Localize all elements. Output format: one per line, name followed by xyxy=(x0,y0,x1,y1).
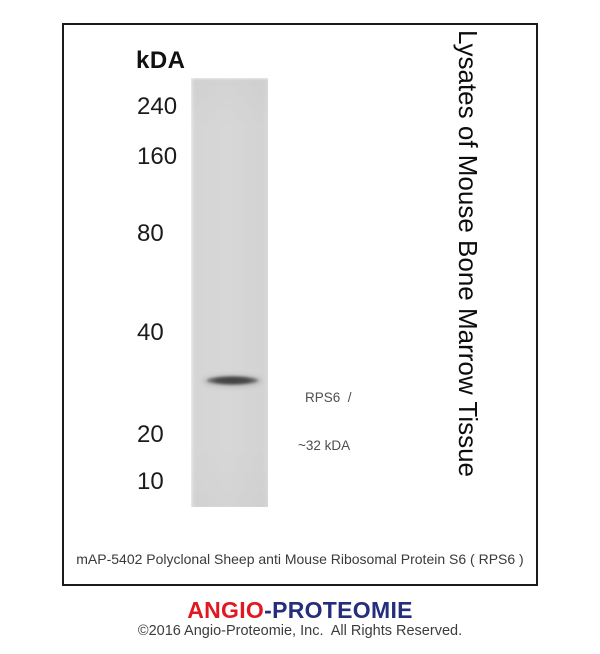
figure-caption: mAP-5402 Polyclonal Sheep anti Mouse Ribosomal Protein S6 ( RPS6 ) xyxy=(76,551,524,567)
band-annotation xyxy=(298,358,352,486)
ladder-marker-160: 160 xyxy=(137,143,178,170)
band-annotation-line2: ~32 kDA xyxy=(298,438,351,453)
brand-logo-hyphen: - xyxy=(264,597,273,623)
ladder-marker-10: 10 xyxy=(137,468,164,495)
ladder-marker-40: 40 xyxy=(137,319,164,346)
band-annotation-line1: RPS6 / xyxy=(305,390,352,405)
ladder-marker-80: 80 xyxy=(137,220,164,247)
copyright-text: ©2016 Angio-Proteomie, Inc. All Rights Reserved. xyxy=(137,623,463,639)
sample-label-vertical: Lysates of Mouse Bone Marrow Tissue xyxy=(453,30,483,478)
brand-logo xyxy=(0,597,600,624)
brand-logo-proteomie: PROTEOMIE xyxy=(272,597,413,623)
ladder-marker-20: 20 xyxy=(137,421,164,448)
brand-logo-angio: ANGIO xyxy=(187,597,265,623)
kda-unit-label: kDA xyxy=(136,47,186,74)
gel-lane xyxy=(191,78,268,507)
ladder-marker-240: 240 xyxy=(137,93,178,120)
protein-band-rps6 xyxy=(207,376,258,385)
